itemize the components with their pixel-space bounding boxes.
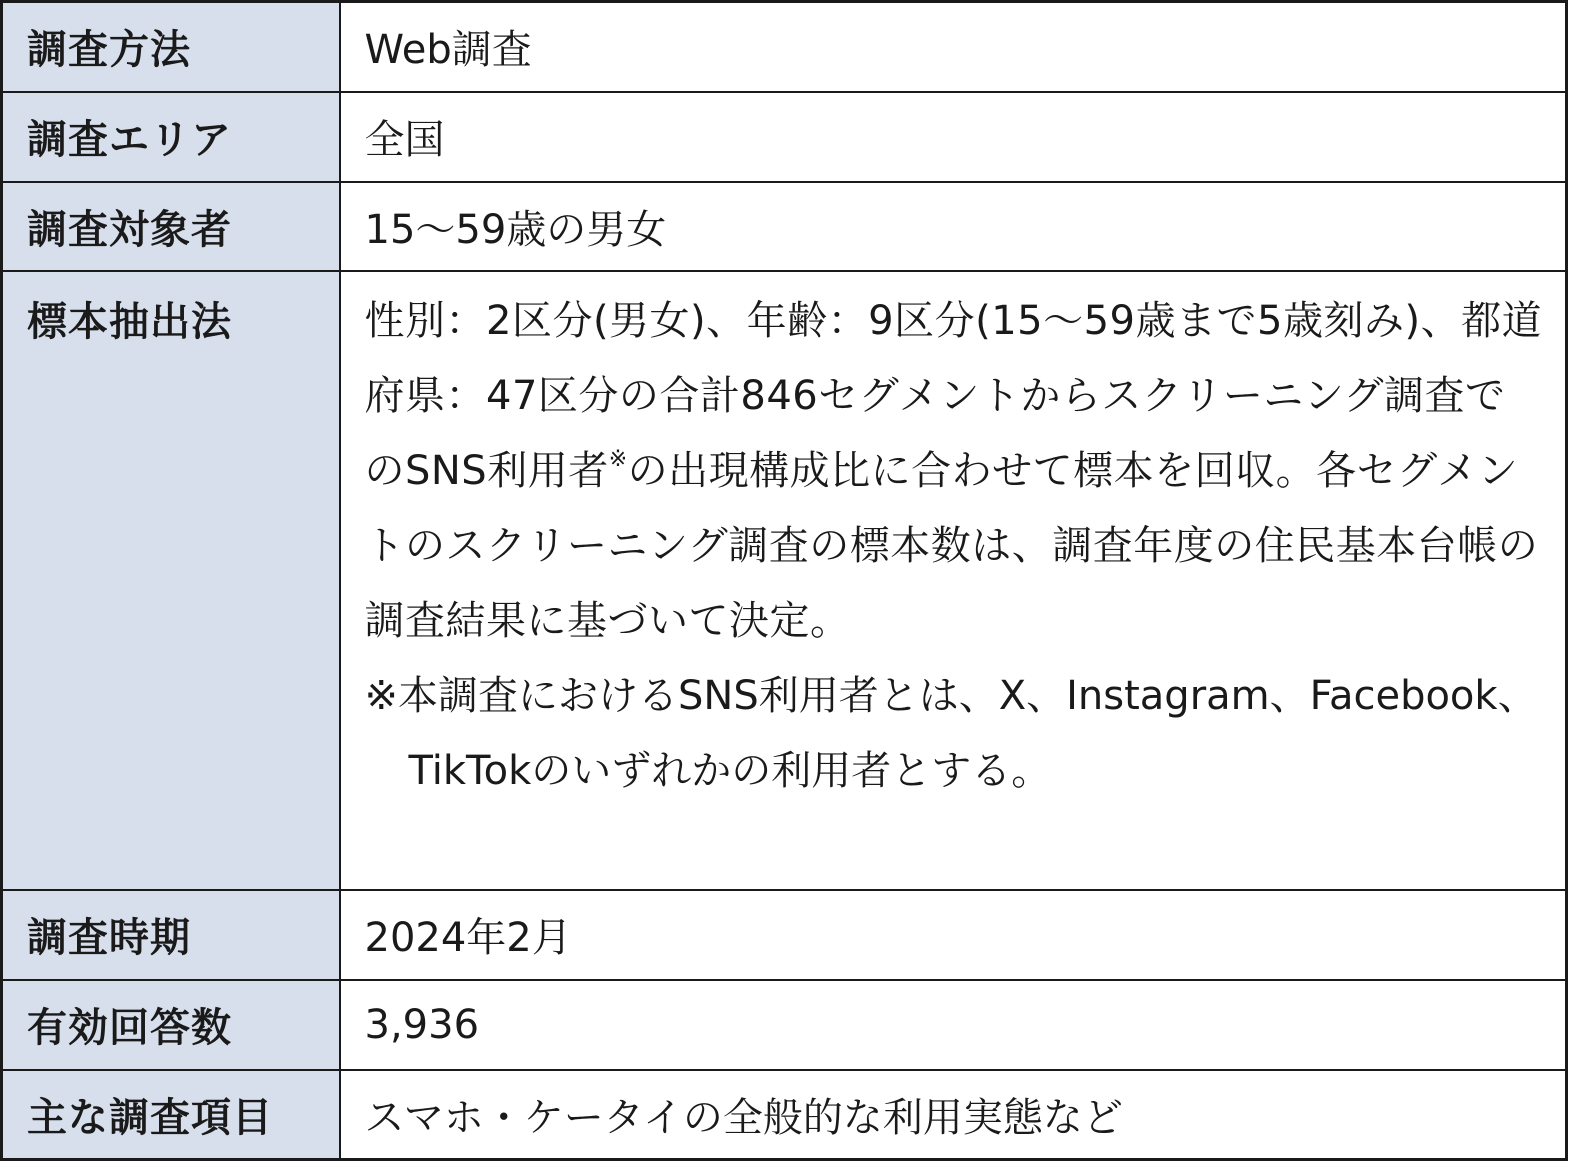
- row-label-sampling-method: 標本抽出法: [2, 271, 340, 890]
- sampling-text-part2: の出現構成比に合わせて標本を回収。各セグメントのスクリーニング調査の標本数は、調査年度の住民基本台帳の調査結果に基づいて決定。: [364, 447, 1539, 644]
- row-value-main-survey-items: スマホ・ケータイの全般的な利用実態など: [340, 1070, 1567, 1160]
- sampling-text-part1: 性別：2区分(男女)、年齢：9区分(15～59歳まで5歳刻み)、都道府県：47区分の合計846セグメントからスクリーニング調査でのSNS利用者: [364, 297, 1543, 494]
- table-row: [2, 182, 1567, 271]
- row-label-valid-responses: 有効回答数: [2, 980, 340, 1070]
- row-value-sampling-method: [340, 271, 1567, 890]
- table-row: [2, 2, 1567, 92]
- row-value-survey-target: 15～59歳の男女: [340, 182, 1567, 271]
- row-value-survey-area: 全国: [340, 92, 1567, 182]
- row-label-main-survey-items: 主な調査項目: [2, 1070, 340, 1160]
- sampling-description: [365, 284, 1544, 659]
- row-value-valid-responses: 3,936: [340, 980, 1567, 1070]
- row-label-survey-period: 調査時期: [2, 890, 340, 980]
- row-label-survey-method: 調査方法: [2, 2, 340, 92]
- footnote-line-2: TikTokのいずれかの利用者とする。: [408, 747, 1052, 794]
- table-row: [2, 92, 1567, 182]
- footnote-line-1: ※本調査におけるSNS利用者とは、X、Instagram、Facebook、: [364, 672, 1538, 719]
- row-value-survey-method: Web調査: [340, 2, 1567, 92]
- row-label-survey-target: 調査対象者: [2, 182, 340, 271]
- row-label-survey-area: 調査エリア: [2, 92, 340, 182]
- row-value-survey-period: 2024年2月: [340, 890, 1567, 980]
- footnote-mark: ※: [608, 446, 628, 472]
- table-row: [2, 980, 1567, 1070]
- table-row: [2, 890, 1567, 980]
- table-row: [2, 271, 1567, 890]
- table-row: [2, 1070, 1567, 1160]
